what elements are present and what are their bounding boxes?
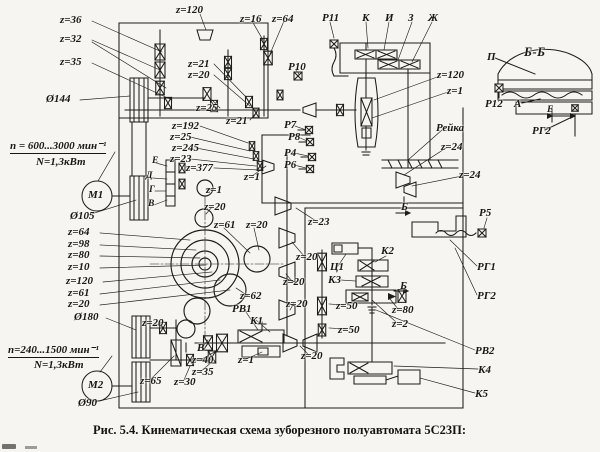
gear-ratio-label: z=23 bbox=[308, 216, 330, 228]
gear-ratio-label: z=21 bbox=[188, 58, 210, 70]
section-mark: Б bbox=[400, 280, 407, 292]
gear-ratio-label: z=64 bbox=[272, 13, 294, 25]
diameter-label: Ø105 bbox=[70, 210, 95, 222]
hydraulic-valve-label: P8 bbox=[288, 131, 301, 143]
clutch-label: К2 bbox=[381, 245, 394, 257]
gear-ratio-label: z=36 bbox=[60, 14, 82, 26]
gear-ratio-label: z=80 bbox=[392, 304, 414, 316]
gear-ratio-label: z=20 bbox=[204, 201, 226, 213]
gear-ratio-label: z=25 bbox=[196, 102, 218, 114]
gear-ratio-label: z=21 bbox=[226, 115, 248, 127]
rack-label: Рейка bbox=[436, 122, 465, 134]
point-label: З bbox=[408, 12, 414, 24]
speed-gearbox bbox=[125, 30, 356, 118]
gear-ratio-label: z=50 bbox=[338, 324, 360, 336]
motor-speed-label: п = 600...3000 мин⁻¹ bbox=[10, 140, 107, 152]
gear-ratio-label: z=192 bbox=[172, 120, 200, 132]
hydraulic-cylinder-label: РВ1 bbox=[232, 303, 252, 315]
hydraulic-valve-label: P4 bbox=[284, 147, 297, 159]
feed-shaft-k1 bbox=[195, 322, 445, 363]
hydraulic-valve-label: P7 bbox=[284, 119, 297, 131]
gear-ratio-label: z=23 bbox=[170, 153, 192, 165]
gear-ratio-label: z=30 bbox=[174, 376, 196, 388]
gear-ratio-label: z=50 bbox=[336, 300, 358, 312]
gear-ratio-label: z=80 bbox=[68, 249, 90, 261]
gear-ratio-label: z=20 bbox=[286, 298, 308, 310]
point-label: П bbox=[487, 51, 496, 63]
gear-ratio-label: z=1 bbox=[447, 85, 464, 97]
gear-ratio-label: z=24 bbox=[459, 169, 481, 181]
hydraulic-cylinder-label: РГ1 bbox=[477, 261, 496, 273]
gear-cluster-circles bbox=[150, 180, 285, 340]
gear-ratio-label: z=20 bbox=[246, 219, 268, 231]
point-label: И bbox=[385, 12, 394, 24]
motor-label: М2 bbox=[88, 379, 104, 391]
gear-ratio-label: z=32 bbox=[60, 33, 82, 45]
gear-ratio-label: z=64 bbox=[68, 226, 90, 238]
scan-artifact bbox=[2, 444, 16, 449]
gear-ratio-label: z=35 bbox=[60, 56, 82, 68]
hydraulic-cylinder-label: РВ2 bbox=[475, 345, 495, 357]
point-label: В bbox=[148, 199, 155, 209]
figure-caption: Рис. 5.4. Кинематическая схема зуборезного полуавтомата 5С23П: bbox=[93, 423, 466, 437]
gear-ratio-label: z=377 bbox=[186, 162, 214, 174]
clutch-label: К1 bbox=[250, 315, 263, 327]
point-label: Г bbox=[149, 185, 155, 195]
hydraulic-cylinder-label: РГ2 bbox=[532, 125, 551, 137]
gear-ratio-label: z=1 bbox=[238, 354, 255, 366]
feed-column bbox=[318, 250, 327, 338]
center-vertical-shaft bbox=[275, 196, 317, 352]
clutch-k4-k5-group bbox=[330, 358, 420, 384]
point-label: А bbox=[514, 98, 522, 110]
gear-ratio-label: z=10 bbox=[68, 261, 90, 273]
point-label: В bbox=[197, 342, 205, 354]
gear-ratio-label: z=1 bbox=[206, 184, 223, 196]
point-label: Е bbox=[152, 156, 159, 166]
gear-ratio-label: z=98 bbox=[68, 238, 90, 250]
clutch-label: К3 bbox=[328, 274, 341, 286]
diameter-label: Ø180 bbox=[74, 311, 99, 323]
gear-ratio-label: z=245 bbox=[172, 142, 200, 154]
gear-ratio-label: z=120 bbox=[437, 69, 465, 81]
gear-ratio-label: z=40 bbox=[192, 354, 214, 366]
point-label: Д bbox=[146, 171, 153, 181]
motor-label: М1 bbox=[88, 189, 104, 201]
gear-ratio-label: z=120 bbox=[176, 4, 204, 16]
gear-ratio-label: z=20 bbox=[68, 298, 90, 310]
clutch-hydraulics-group bbox=[332, 243, 409, 362]
section-mark: Б bbox=[401, 201, 408, 213]
hob-head bbox=[355, 73, 378, 155]
gear-ratio-label: z=61 bbox=[214, 219, 236, 231]
gear-ratio-label: z=20 bbox=[296, 251, 318, 263]
diameter-label: Ø90 bbox=[78, 397, 97, 409]
section-title: Б-Б bbox=[524, 45, 546, 59]
motor-power-label: N=1,3кВт bbox=[34, 359, 84, 371]
gear-ratio-label: z=20 bbox=[301, 350, 323, 362]
gear-ratio-label: z=20 bbox=[142, 317, 164, 329]
hydraulic-cylinder-label: РГ2 bbox=[477, 290, 496, 302]
point-label: К bbox=[362, 12, 370, 24]
gear-ratio-label: z=20 bbox=[188, 69, 210, 81]
point-label: Ж bbox=[428, 12, 439, 24]
hydraulic-valve-label: P10 bbox=[288, 61, 306, 73]
rack-and-table bbox=[382, 160, 486, 291]
gear-ratio-label: z=2 bbox=[392, 318, 409, 330]
hydraulic-valve-label: P5 bbox=[479, 207, 492, 219]
gear-ratio-label: z=35 bbox=[192, 366, 214, 378]
gear-ratio-label: z=25 bbox=[170, 131, 192, 143]
motor-power-label: N=1,3кВт bbox=[36, 156, 86, 168]
motor-speed-label: п=240...1500 мин⁻¹ bbox=[8, 344, 99, 356]
motor-m2-drive bbox=[82, 316, 208, 402]
dimension-label: Е bbox=[547, 105, 554, 115]
hydraulic-valve-label: P6 bbox=[284, 159, 297, 171]
gear-ratio-label: z=61 bbox=[68, 287, 90, 299]
hydraulic-valve-label: P11 bbox=[322, 12, 340, 24]
gear-ratio-label: z=20 bbox=[283, 276, 305, 288]
gear-ratio-label: z=16 bbox=[240, 13, 262, 25]
clutch-label: К5 bbox=[475, 388, 488, 400]
gear-ratio-label: z=120 bbox=[66, 275, 94, 287]
diameter-label: Ø144 bbox=[46, 93, 71, 105]
hydraulic-valve-label: P12 bbox=[485, 98, 503, 110]
section-view-bb bbox=[495, 49, 592, 136]
gear-ratio-label: z=62 bbox=[240, 290, 262, 302]
hydraulic-cylinder-label: Ц1 bbox=[330, 261, 345, 273]
gear-ratio-label: z=65 bbox=[140, 375, 162, 387]
gear-ratio-label: z=24 bbox=[441, 141, 463, 153]
clutch-label: К4 bbox=[478, 364, 491, 376]
gear-ratio-label: z=1 bbox=[244, 171, 261, 183]
